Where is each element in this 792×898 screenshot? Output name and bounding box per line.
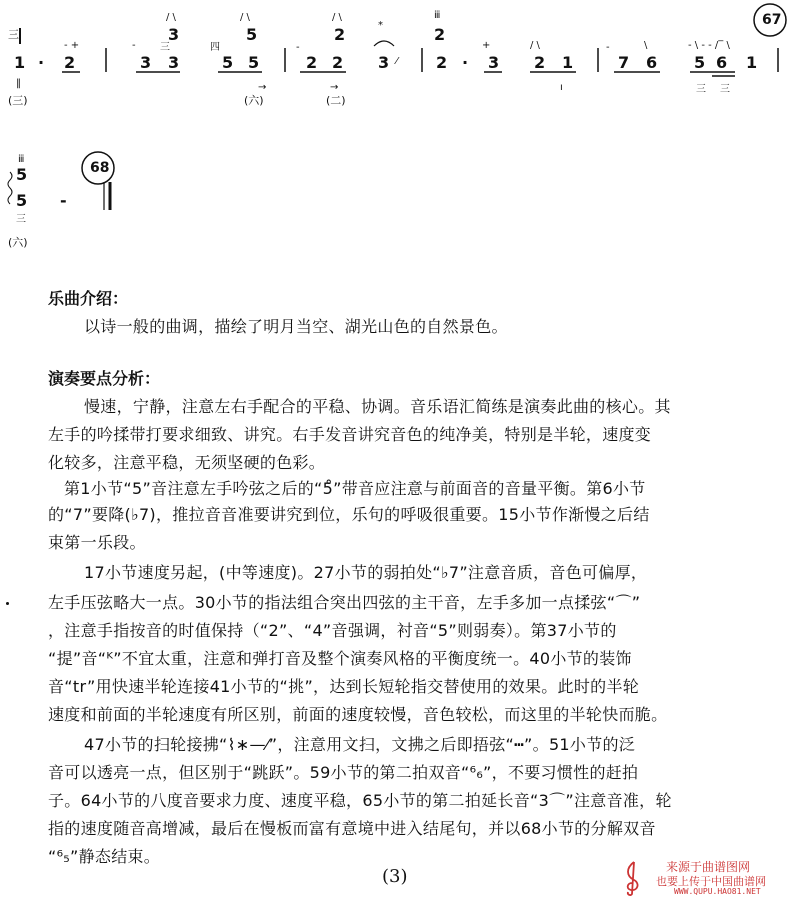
svg-text:三: 三: [8, 28, 19, 41]
svg-text:2: 2: [64, 53, 76, 72]
page-number: (3): [382, 866, 408, 887]
svg-text:三: 三: [720, 84, 730, 95]
svg-text:四: 四: [210, 42, 220, 53]
analysis-line: 音可以透亮一点，但区别于“跳跃”。59小节的第二拍双音“⁶₆”，不要习惯性的赶拍: [48, 763, 639, 782]
score: [0, 0, 792, 260]
svg-text:/ \: / \: [240, 12, 250, 23]
analysis-line: 的“7”要降(♭7)，推拉音音准要讲究到位，乐句的呼吸很重要。15小节作渐慢之后结: [48, 505, 650, 524]
watermark-line2: 也要上传于中国曲谱网: [656, 875, 766, 888]
intro-text: 以诗一般的曲调，描绘了明月当空、湖光山色的自然景色。: [84, 317, 508, 336]
svg-text:2: 2: [332, 53, 344, 72]
svg-text:/ \: / \: [166, 12, 176, 23]
svg-text:3: 3: [488, 53, 500, 72]
analysis-heading: 演奏要点分析：: [48, 369, 161, 388]
svg-text:5: 5: [16, 165, 28, 184]
svg-text:+: +: [482, 40, 491, 51]
svg-text:6: 6: [646, 53, 658, 72]
svg-text:- \ ‐ - /‾ \: - \ ‐ - /‾ \: [688, 40, 730, 51]
svg-text:2: 2: [334, 25, 346, 44]
intro-heading: 乐曲介绍：: [48, 289, 129, 308]
svg-text:5: 5: [694, 53, 706, 72]
fingering-label-3: (三): [8, 94, 28, 107]
svg-text:⁄: ⁄: [396, 56, 398, 67]
svg-text:1: 1: [746, 53, 758, 72]
analysis-line: 音“tr”用快速半轮连接41小节的“挑”，达到长短轮指交替使用的效果。此时的半轮: [48, 677, 640, 696]
svg-text:-: -: [60, 191, 67, 210]
svg-text:·: ·: [462, 53, 469, 72]
svg-text:2: 2: [306, 53, 318, 72]
svg-text:/ \: / \: [530, 40, 540, 51]
svg-text:3: 3: [168, 53, 180, 72]
score-notation: [0, 0, 792, 260]
svg-text:2: 2: [434, 25, 446, 44]
analysis-line: 化较多，注意平稳，无须坚硬的色彩。: [48, 453, 326, 472]
svg-text:3: 3: [168, 25, 180, 44]
svg-text:→: →: [258, 82, 267, 93]
svg-text:*: *: [378, 20, 383, 31]
analysis-line: 17小节速度另起，(中等速度)。27小节的弱拍处“♭7”注意音质，音色可偏厚，: [84, 563, 648, 582]
analysis-line: “⁶₅”静态结束。: [48, 847, 161, 866]
analysis-line: 左手压弦略大一点。30小节的指法组合突出四弦的主干音，左手多加一点揉弦“⌒”: [48, 593, 641, 612]
svg-text:2: 2: [534, 53, 546, 72]
fingering-label-2: (二): [326, 94, 346, 107]
analysis-line: 速度和前面的半轮速度有所区别，前面的速度较慢，音色较松，而这里的半轮快而脆。: [48, 705, 668, 724]
svg-text:2: 2: [436, 53, 448, 72]
svg-text:三: 三: [160, 42, 170, 53]
svg-text:ⅲ: ⅲ: [434, 10, 441, 21]
watermark-line1: 来源于曲谱图网: [666, 860, 751, 874]
watermark: [622, 858, 790, 898]
svg-text:\: \: [644, 40, 648, 51]
svg-text:/ \: / \: [332, 12, 342, 23]
svg-text:→: →: [330, 82, 339, 93]
svg-text:1: 1: [562, 53, 574, 72]
analysis-line: 束第一乐段。: [48, 533, 146, 552]
svg-text:5: 5: [222, 53, 234, 72]
analysis-line: “提”音“ᴷ”不宜太重，注意和弹打音及整个演奏风格的平衡度统一。40小节的装饰: [48, 649, 632, 668]
analysis-line: 子。64小节的八度音要求力度、速度平稳，65小节的第二拍延长音“3⌒”注意音准，轮: [48, 791, 672, 810]
svg-text:3: 3: [140, 53, 152, 72]
analysis-line: 左手的吟揉带打要求细致、讲究。右手发音讲究音色的纯净美，特别是半轮，速度变: [48, 425, 652, 444]
svg-text:·: ·: [38, 53, 45, 72]
svg-text:ⅲ: ⅲ: [18, 154, 25, 165]
analysis-line: 47小节的扫轮接拂“⌇∗—⁄”，注意用文扫，文拂之后即捂弦“┅”。51小节的泛: [84, 735, 636, 754]
svg-text:‖: ‖: [16, 78, 21, 89]
fingering-label-6b: (六): [8, 236, 28, 249]
svg-text:-: -: [606, 42, 610, 53]
svg-text:5: 5: [248, 53, 260, 72]
svg-text:1: 1: [14, 53, 26, 72]
analysis-line: 第1小节“5”音注意左手吟弦之后的“5̊”带音应注意与前面音的音量平衡。第6小节: [64, 479, 646, 498]
watermark-line3: WWW.QUPU.HAO81.NET: [674, 887, 761, 896]
svg-text:5: 5: [16, 191, 28, 210]
analysis-line: 慢速，宁静，注意左右手配合的平稳、协调。音乐语汇简练是演奏此曲的核心。其: [84, 397, 671, 416]
treble-clef-icon: [622, 860, 644, 896]
svg-text:三: 三: [696, 84, 706, 95]
svg-text:7: 7: [618, 53, 630, 72]
svg-text:- +: - +: [64, 40, 80, 51]
svg-text:三: 三: [16, 214, 26, 225]
svg-text:6: 6: [716, 53, 728, 72]
svg-text:-: -: [296, 42, 300, 53]
svg-text:ı: ı: [560, 82, 563, 93]
svg-text:3: 3: [378, 53, 390, 72]
svg-text:5: 5: [246, 25, 258, 44]
measure-number-68: 68: [90, 160, 110, 176]
measure-number-67: 67: [762, 12, 782, 28]
analysis-line: 指的速度随音高增减，最后在慢板而富有意境中进入结尾句，并以68小节的分解双音: [48, 819, 656, 838]
fingering-label-6a: (六): [244, 94, 264, 107]
svg-text:-: -: [132, 40, 136, 51]
margin-dot: [6, 602, 9, 605]
analysis-line: ，注意手指按音的时值保持（“2”、“4”音强调，衬音“5”则弱奏）。第37小节的: [48, 621, 617, 640]
